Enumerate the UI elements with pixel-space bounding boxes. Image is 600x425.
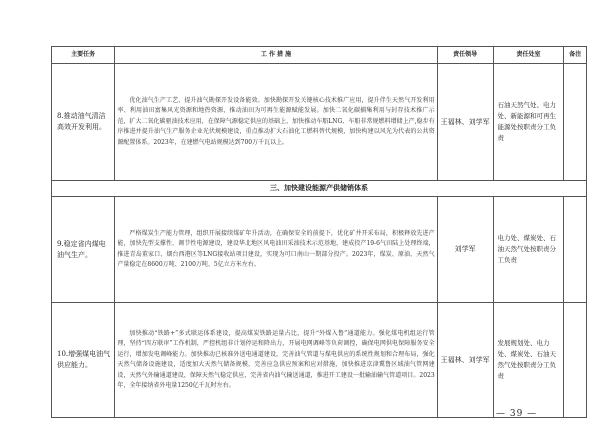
measures-cell: 严格煤炭生产能力管理，组织开展接续煤矿年升活动，在确保安全的前提下，优化矿井开采布局，积极释放先进产能，加快先型支撑性、调节性电源建设，建设华北地区风电油田采油技术示范基地，建成投产19-6气田陆上处理终端，推进青岛董家口、烟台西港区等LNG接收站项目建设，实现为可口南山一期部分投产。2023年，煤炭、原油、天然气产量稳定在8600万吨、2100万吨、5亿立方米左右。 [115,197,437,303]
header-lead: 责任领导 [437,47,493,64]
note-cell [564,64,587,181]
measures-cell: 优化油气生产工艺，提升油气勘探开发设备能效。加快勘探开发关键核心技术推广应用，提升伴生天然气开发利用率、利用油田富集风光资源和地热资源，推动油田为可再生能源赋能发展。加快二氧化碳捕集利用与封存技术推广示范，扩大二氧化碳驱油技术应用，在保障气源稳定供应的基础上，加快推动车船LNG、车船非常规燃料增储上产,稳步有序推进并提升油气生产服务企业光伏规模建设，重点推动扩大石油化工燃料替代规模，加快构建以风光为代表的公共资源配置体系。2023年，在建燃气电站规模达到700万千瓦以上。 [115,64,437,181]
lead-cell: 王福林、刘学军 [437,303,493,418]
table-row [52,64,587,181]
lead-cell: 王福林、刘学军 [437,64,493,181]
unit-cell: 电力处、煤炭处、石油天然气处按职责分工负责 [493,197,564,303]
section-heading: 三、加快建设能源产供储销体系 [52,181,587,197]
task-cell: 8.推动油气清洁高效开发利用。 [52,64,115,181]
measures-cell: 加快推动“铁路+”多式联运体系建设，提高煤炭铁路运量占比，提升“外煤入鲁”通道能力。强化煤电机组运行管理，坚持“四方联审”工作机制，严控机组非计划停运和降出力，开展电网调峰等负荷调控，确保电网供电保障服务安全运行，增加发电调峰能力。加快推动已核准外送电通道建设，完善油气管道与煤电供应的系统性规划和合理布局，强化天然气储备设施建设，适度加大天然气储备规模，完善应急供应预案和应对措施，加快推进京津冀鲁区域油气管网建设，天然气外输通道建设，保障天然气稳定供应，完善省内油气输送通道，推进开工建设一批输油输气管道项目。2023年，全年接纳省外电量1250亿千瓦时左右。 [115,303,437,418]
task-cell: 9.稳定省内煤电油气生产。 [52,197,115,303]
note-cell [564,303,587,418]
lead-cell: 刘学军 [437,197,493,303]
table-row [52,197,587,303]
table-row [52,303,587,418]
header-task: 主要任务 [52,47,115,64]
note-cell [564,197,587,303]
task-table [51,46,587,418]
unit-cell: 石油天然气处、电力处、新能源和可再生能源处按职责分工负责 [493,64,564,181]
table-header-row [52,47,587,64]
header-note: 备注 [564,47,587,64]
page-number: — 39 — [496,409,538,419]
section-heading-row [52,181,587,197]
task-cell: 10.增强煤电油气供应能力。 [52,303,115,418]
unit-cell: 发展规划处、电力处、煤炭处、石油天然气处按职责分工负责 [493,303,564,418]
header-unit: 责任处室 [493,47,564,64]
header-measures: 工 作 措 施 [115,47,437,64]
